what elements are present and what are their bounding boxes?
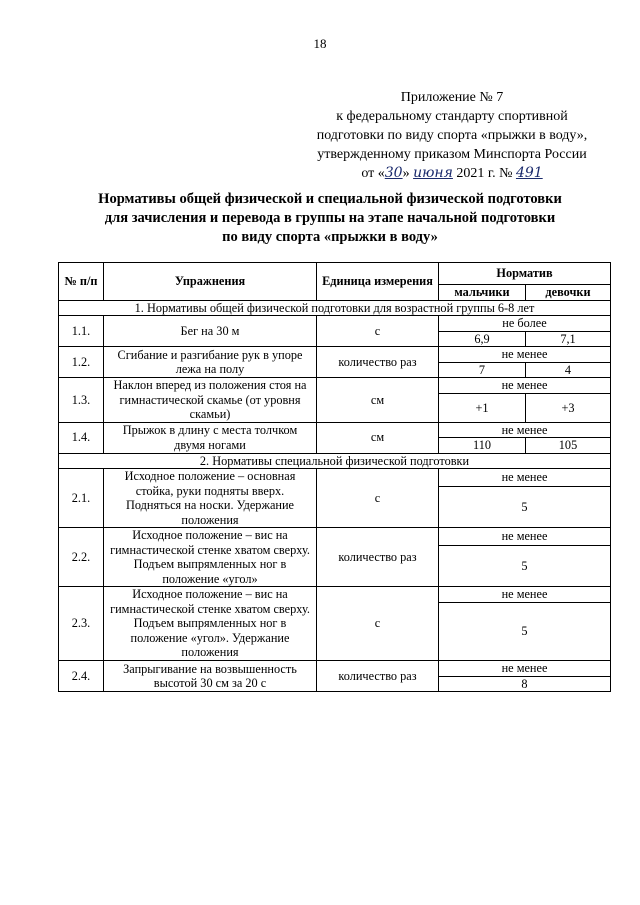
table-row-exercise: Исходное положение – вис на гимнастической стенке хватом сверху. Подъем выпрямленных ног в положение «угол»	[104, 528, 317, 587]
document-title	[60, 190, 600, 247]
table-row-condition: не менее	[439, 469, 611, 487]
header-boys: мальчики	[439, 285, 526, 301]
title-line-3: по виду спорта «прыжки в воду»	[222, 229, 438, 245]
table-row-unit: количество раз	[317, 528, 439, 587]
section-2-title: 2. Нормативы специальной физической подготовки	[59, 453, 611, 469]
table-row-girls: +3	[526, 394, 611, 422]
order-number-handwritten: 491	[515, 165, 543, 181]
table-row-unit: см	[317, 422, 439, 453]
table-row-num: 1.3.	[59, 378, 104, 423]
header-exercise: Упражнения	[104, 263, 317, 301]
table-row-boys: 7	[439, 362, 526, 378]
appendix-line-1: Приложение № 7	[400, 90, 504, 105]
table-row-condition: не менее	[439, 378, 611, 394]
appendix-line-2: к федеральному стандарту спортивной	[336, 109, 568, 124]
table-row-num: 1.4.	[59, 422, 104, 453]
appendix-line-4: утвержденному приказом Минспорта России	[317, 147, 587, 162]
table-row-exercise: Прыжок в длину с места толчком двумя ногами	[104, 422, 317, 453]
table-row-value: 5	[439, 487, 611, 528]
appendix-date-line	[292, 164, 612, 183]
appendix-header	[292, 88, 612, 183]
appendix-line-3: подготовки по виду спорта «прыжки в воду»,	[316, 128, 588, 143]
table-row-condition: не менее	[439, 347, 611, 363]
date-month-handwritten: июня	[413, 165, 453, 181]
header-num: № п/п	[59, 263, 104, 301]
table-row-boys: 110	[439, 438, 526, 454]
table-row-condition: не менее	[439, 661, 611, 677]
table-row-unit: количество раз	[317, 347, 439, 378]
table-row-exercise: Сгибание и разгибание рук в упоре лежа на полу	[104, 347, 317, 378]
table-row-exercise: Наклон вперед из положения стоя на гимнастической скамье (от уровня скамьи)	[104, 378, 317, 423]
header-unit: Единица измерения	[317, 263, 439, 301]
table-row-condition: не менее	[439, 587, 611, 603]
date-year: 2021 г. №	[456, 166, 513, 181]
date-prefix: от «	[361, 166, 385, 181]
table-row-value: 8	[439, 676, 611, 692]
table-row-unit: количество раз	[317, 661, 439, 692]
table-row-exercise: Бег на 30 м	[104, 316, 317, 347]
table-row-num: 1.2.	[59, 347, 104, 378]
header-girls: девочки	[526, 285, 611, 301]
table-row-girls: 4	[526, 362, 611, 378]
table-row-exercise: Запрыгивание на возвышенность высотой 30 см за 20 с	[104, 661, 317, 692]
table-row-exercise: Исходное положение – основная стойка, руки подняты вверх. Подняться на носки. Удержание положения	[104, 469, 317, 528]
date-day-handwritten: 30	[384, 165, 403, 181]
header-norm: Норматив	[439, 263, 611, 285]
title-line-2: для зачисления и перевода в группы на этапе начальной подготовки	[104, 210, 556, 226]
table-row-num: 2.3.	[59, 587, 104, 661]
table-row-num: 2.4.	[59, 661, 104, 692]
table-row-girls: 7,1	[526, 331, 611, 347]
table-row-unit: см	[317, 378, 439, 423]
table-row-unit: с	[317, 587, 439, 661]
table-row-boys: +1	[439, 394, 526, 422]
table-row-value: 5	[439, 546, 611, 587]
page-number: 18	[313, 36, 327, 51]
table-row-girls: 105	[526, 438, 611, 454]
table-row-num: 2.2.	[59, 528, 104, 587]
title-line-1: Нормативы общей физической и специальной физической подготовки	[98, 191, 562, 207]
table-row-condition: не более	[439, 316, 611, 332]
table-row-exercise: Исходное положение – вис на гимнастической стенке хватом сверху. Подъем выпрямленных ног в положение «угол». Удержание положения	[104, 587, 317, 661]
table-row-condition: не менее	[439, 528, 611, 546]
table-row-value: 5	[439, 603, 611, 661]
table-row-unit: с	[317, 469, 439, 528]
section-1-title: 1. Нормативы общей физической подготовки для возрастной группы 6-8 лет	[59, 300, 611, 316]
table-row-unit: с	[317, 316, 439, 347]
norms-table	[58, 262, 611, 692]
table-row-boys: 6,9	[439, 331, 526, 347]
table-row-condition: не менее	[439, 422, 611, 438]
date-mid: »	[402, 166, 410, 181]
table-row-num: 1.1.	[59, 316, 104, 347]
table-row-num: 2.1.	[59, 469, 104, 528]
